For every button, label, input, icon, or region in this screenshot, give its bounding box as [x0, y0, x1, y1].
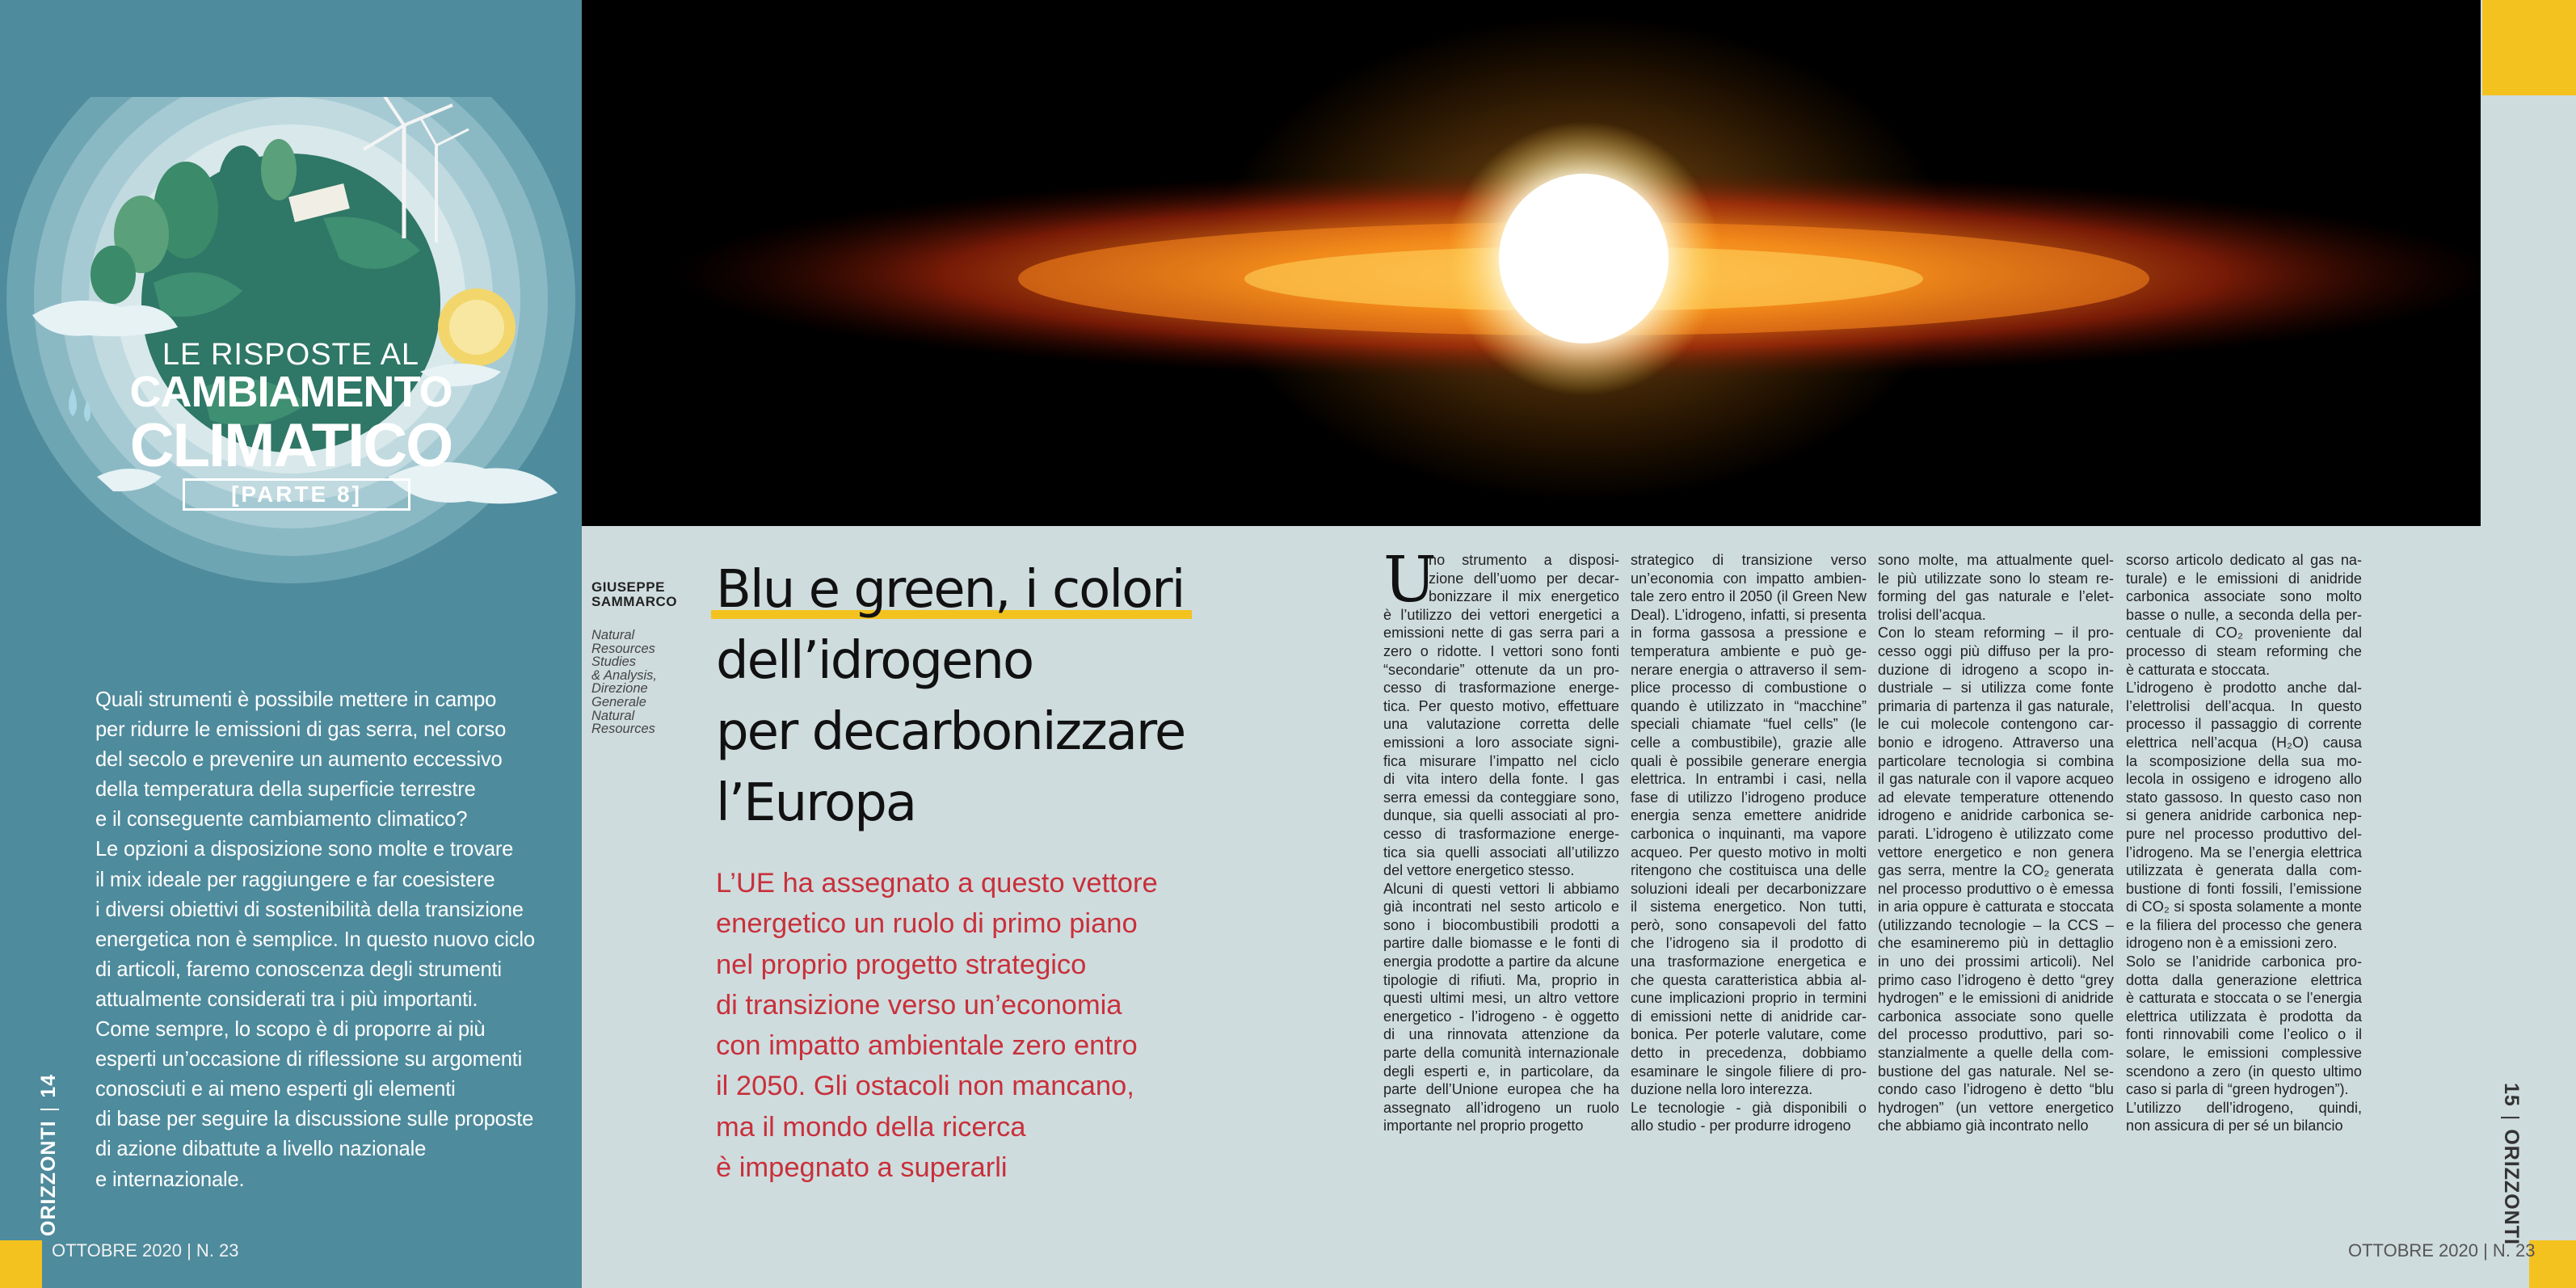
lead-line: di transizione verso un’economia	[716, 989, 1122, 1021]
body-line: condo caso l’idrogeno è detto “blu	[1878, 1081, 2114, 1098]
author-role-line: Resources	[591, 722, 655, 737]
body-line: processo di steam reforming che	[2126, 642, 2362, 659]
body-line: il sistema energetico. Non tutti,	[1631, 899, 1867, 915]
body-line: strategico di transizione verso	[1631, 552, 1867, 568]
title-line: dell’idrogeno	[716, 631, 1033, 691]
body-line: carbonica associate sono molto	[2126, 588, 2362, 605]
body-line: partire dalle biomasse e le fonti di	[1383, 935, 1619, 952]
body-line: emissioni a loro associate signi-	[1383, 734, 1619, 751]
intro-line: il mix ideale per raggiungere e far coesistere	[95, 868, 495, 891]
logo-line-3: CLIMATICO	[129, 411, 452, 480]
body-line: una trasformazione energetica e	[1631, 953, 1867, 970]
drop-cap: U	[1383, 544, 1437, 617]
body-line: è catturata e stoccata o se l’energia	[2126, 990, 2362, 1007]
body-line: assegnato all’idrogeno un ruolo	[1383, 1099, 1619, 1116]
body-line: nerare energia o attraverso il sem-	[1631, 661, 1867, 678]
body-line: fase di utilizzo l’idrogeno produce	[1631, 789, 1867, 806]
author-role-line: Resources	[591, 641, 655, 656]
intro-line: del secolo e prevenire un aumento eccessivo	[95, 748, 503, 772]
body-line: è catturata e stoccata.	[2126, 661, 2271, 678]
body-line: bonio e idrogeno. Attraverso una	[1878, 734, 2114, 751]
body-line: idrogeno e anidride carbonica se-	[1878, 807, 2114, 824]
folio-separator: |	[37, 1105, 60, 1113]
lead-line: è impegnato a superarli	[716, 1152, 1008, 1184]
folio-right	[2499, 1083, 2523, 1245]
body-line: cune implicazioni proprio in termini	[1631, 990, 1867, 1007]
body-line: speciali chiamate “fuel cells” (le	[1631, 716, 1867, 733]
logo-part-label: [PARTE 8]	[183, 478, 410, 511]
body-line: già incontrati nel sesto articolo e	[1383, 899, 1619, 915]
intro-line: Le opzioni a disposizione sono molte e trovare	[95, 838, 514, 861]
body-line: bonica. Per poterle valutare, come	[1631, 1026, 1867, 1043]
body-line: cesso di trasformazione energe-	[1383, 825, 1619, 842]
author-name-line: SAMMARCO	[591, 594, 677, 609]
body-line: solare, le emissioni complessive	[2126, 1045, 2362, 1062]
body-line: è l’utilizzo dei vettori energetici a	[1383, 606, 1619, 623]
body-line: energetico - l’idrogeno - è oggetto	[1383, 1008, 1619, 1025]
author-name	[591, 580, 677, 609]
body-line: dunque, sia quelli associati al pro-	[1383, 807, 1619, 824]
body-line: caso si parla di “green hydrogen”).	[2126, 1081, 2349, 1098]
logo-line-2: CAMBIAMENTO	[129, 368, 452, 416]
body-line: detto in precedenza, dobbiamo	[1631, 1045, 1867, 1062]
body-line: allo studio - per produrre idrogeno	[1631, 1118, 1851, 1134]
author-role-line: Generale	[591, 694, 646, 709]
issue-footer-left: OTTOBRE 2020 | N. 23	[52, 1240, 239, 1261]
body-line: emissioni nette di gas serra pari a	[1383, 625, 1619, 642]
body-line: primaria di partenza il gas naturale,	[1878, 697, 2114, 714]
hero-image-sun-horizon	[582, 0, 2481, 526]
body-line: vettore energetico e non genera	[1878, 844, 2114, 861]
body-line: però, sono consapevoli del fatto	[1631, 916, 1867, 933]
body-line: il gas naturale con il vapore acqueo	[1878, 771, 2114, 788]
body-line: degli esperti e, in particolare, da	[1383, 1063, 1619, 1080]
logo-line-1: LE RISPOSTE AL	[162, 338, 420, 372]
body-line: quando è utilizzato in “macchine”	[1631, 697, 1867, 714]
body-line: zero o ridotte. I vettori sono fonti	[1383, 642, 1619, 659]
intro-line: energetica non è semplice. In questo nuovo ciclo	[95, 928, 535, 951]
intro-line: di base per seguire la discussione sulle proposte	[95, 1108, 534, 1131]
body-column-4	[2126, 551, 2362, 1135]
body-line: Con lo steam reforming – il pro-	[1878, 625, 2114, 642]
title-line: Blu e green, i colori	[716, 560, 1185, 620]
intro-line: di azione dibattute a livello nazionale	[95, 1138, 427, 1161]
body-line: (utilizzando tecnologie – la CCS –	[1878, 916, 2114, 933]
yellow-corner-block	[2482, 0, 2576, 95]
intro-line: della temperatura della superficie terrestre	[95, 778, 476, 802]
intro-line: esperti un’occasione di riflessione su argomenti	[95, 1048, 523, 1071]
body-line: bustione di fonti fossili, l’emissione	[2126, 880, 2362, 897]
body-line: centuale di CO₂ proveniente dal	[2126, 625, 2362, 642]
body-line: processo il passaggio di corrente	[2126, 716, 2362, 733]
body-line: duzione nella loro interezza.	[1631, 1081, 1813, 1098]
lead-line: nel proprio progetto strategico	[716, 949, 1087, 980]
folio-section: ORIZZONTI	[2500, 1129, 2523, 1246]
body-line: zione dell’uomo per decar-	[1429, 570, 1619, 587]
body-line: esaminare le singole filiere di pro-	[1631, 1063, 1867, 1080]
body-line: non assicura di per sé un bilancio	[2126, 1118, 2343, 1134]
intro-line: conosciuti e ai meno esperti gli elementi	[95, 1078, 456, 1101]
body-line: L’idrogeno è prodotto anche dal-	[2126, 680, 2362, 697]
body-line: parati. L’idrogeno è utilizzato come	[1878, 825, 2114, 842]
author-role-line: Natural	[591, 708, 635, 723]
body-column-2	[1631, 551, 1867, 1135]
body-column-3	[1878, 551, 2114, 1135]
series-logo	[0, 97, 582, 663]
folio-page-number: 15	[2500, 1083, 2523, 1107]
body-line: forming del gas naturale e l’elet-	[1878, 588, 2114, 605]
author-name-line: GIUSEPPE	[591, 579, 665, 595]
body-line: turale) e le emissioni di anidride	[2126, 570, 2362, 587]
author-role-line: Direzione	[591, 681, 648, 697]
body-line: elettrica nell’acqua (H₂O) causa	[2126, 734, 2362, 751]
body-line: di emissioni nette di anidride car-	[1631, 1008, 1867, 1025]
body-line: plice processo di combustione o	[1631, 680, 1867, 697]
body-line: cesso oggi più diffuso per la pro-	[1878, 642, 2114, 659]
body-line: temperatura ambiente e può ge-	[1631, 642, 1867, 659]
author-role-line: Studies	[591, 655, 637, 670]
body-line: bonizzare il mix energetico	[1429, 588, 1619, 605]
body-line: che abbiamo già incontrato nello	[1878, 1118, 2089, 1134]
body-line: e la filiera del processo che genera	[2126, 916, 2362, 933]
body-line: quali è possibile generare energia	[1631, 752, 1867, 769]
body-line: hydrogen” (un vettore energetico	[1878, 1099, 2114, 1116]
body-line: tale zero entro il 2050 (il Green New	[1631, 588, 1867, 605]
article-lead	[716, 863, 1158, 1188]
body-line: Solo se l’anidride carbonica pro-	[2126, 953, 2362, 970]
body-line: tica sia quelli associati all’utilizzo	[1383, 844, 1619, 861]
folio-left	[37, 1074, 61, 1236]
body-line: pure nel processo produttivo del-	[2126, 825, 2362, 842]
body-line: questi ultimi mesi, un altro vettore	[1383, 990, 1619, 1007]
body-line: ad elevate temperature ottenendo	[1878, 789, 2114, 806]
author-role	[591, 629, 680, 736]
article-title	[716, 554, 1185, 839]
body-line: scendono a zero (in questo ultimo	[2126, 1063, 2362, 1080]
body-line: fonti rinnovabili come l’eolico o il	[2126, 1026, 2362, 1043]
body-line: ritengono che costituisca una delle	[1631, 862, 1867, 879]
body-line: una valutazione corretta delle	[1383, 716, 1619, 733]
title-line: per decarbonizzare	[716, 702, 1185, 762]
body-line: serra emessi da conteggiare sono,	[1383, 789, 1619, 806]
folio-page-number: 14	[37, 1073, 60, 1098]
body-line: tipologie di rifiuti. Ma, proprio in	[1383, 971, 1619, 988]
body-line: scorso articolo dedicato al gas na-	[2126, 552, 2362, 568]
yellow-corner-block	[2529, 1240, 2576, 1288]
body-line: soluzioni ideali per decarbonizzare	[1631, 880, 1867, 897]
intro-text	[95, 685, 572, 1195]
body-line: celle a combustibile), grazie alle	[1631, 734, 1867, 751]
body-line: le più utilizzate sono lo steam re-	[1878, 570, 2114, 587]
body-line: un’economia con impatto ambien-	[1631, 570, 1867, 587]
body-line: carbonica o inquinanti, ma vapore	[1631, 825, 1867, 842]
body-line: del vettore energetico stesso.	[1383, 862, 1575, 879]
body-line: stanzialmente a quelle della com-	[1878, 1045, 2114, 1062]
body-line: particolare tecnologia si combina	[1878, 752, 2114, 769]
intro-line: i diversi obiettivi di sostenibilità della transizione	[95, 898, 524, 921]
issue-footer-right: OTTOBRE 2020 | N. 23	[2348, 1240, 2536, 1261]
author-role-line: Natural	[591, 628, 635, 642]
body-line: “secondarie” ottenute da un pro-	[1383, 661, 1619, 678]
body-line: elettrica. In entrambi i casi, nella	[1631, 771, 1867, 788]
body-line: nel processo produttivo o è emessa	[1878, 880, 2114, 897]
body-line: parte dell’Unione europea che ha	[1383, 1081, 1619, 1098]
body-line: sono molte, ma attualmente quel-	[1878, 552, 2114, 568]
body-line: primo caso l’idrogeno è detto “grey	[1878, 971, 2114, 988]
intro-line: Quali strumenti è possibile mettere in campo	[95, 688, 497, 711]
yellow-corner-block	[0, 1240, 42, 1288]
body-line: che questa caratteristica abbia al-	[1631, 971, 1867, 988]
body-line: hydrogen” e le emissioni di anidride	[1878, 990, 2114, 1007]
body-line: idrogeno non è a emissioni zero.	[2126, 935, 2338, 952]
intro-line: Come sempre, lo scopo è di proporre ai più	[95, 1018, 486, 1042]
body-line: che esamineremo più in dettaglio	[1878, 935, 2114, 952]
body-line: sono i biocombustibili prodotti a	[1383, 916, 1619, 933]
body-line: gas serra, mentre la CO₂ generata	[1878, 862, 2114, 879]
intro-line: per ridurre le emissioni di gas serra, nel corso	[95, 718, 507, 742]
body-line: le cui molecole contengono car-	[1878, 716, 2114, 733]
body-line: Alcuni di questi vettori li abbiamo	[1383, 880, 1619, 897]
body-column-1	[1383, 544, 1619, 1135]
intro-line: e il conseguente cambiamento climatico?	[95, 808, 468, 831]
body-line: bustione del gas naturale. Nel se-	[1878, 1063, 2114, 1080]
body-line: carbonica associate sono quelle	[1878, 1008, 2114, 1025]
body-line: elettrica utilizzata è prodotta da	[2126, 1008, 2362, 1025]
body-line: in aria oppure è catturata e stoccata	[1878, 899, 2114, 915]
body-line: in forma gassosa a pressione e	[1631, 625, 1867, 642]
intro-line: attualmente considerati tra i più importanti.	[95, 987, 478, 1011]
body-line: Deal). L’idrogeno, infatti, si presenta	[1631, 606, 1867, 623]
body-line: stato gassoso. In questo caso non	[2126, 789, 2362, 806]
body-line: energia prodotte a partire da alcune	[1383, 953, 1619, 970]
body-line: importante nel proprio progetto	[1383, 1118, 1584, 1134]
body-line: la scomposizione della sua mo-	[2126, 752, 2362, 769]
body-line: dotta dalla generazione elettrica	[2126, 971, 2362, 988]
body-line: lecola in ossigeno e idrogeno allo	[2126, 771, 2362, 788]
intro-line: di articoli, faremo conoscenza degli strumenti	[95, 958, 502, 981]
body-line: tica. Per questo motivo, effettuare	[1383, 697, 1619, 714]
body-line: acqueo. Per questo motivo in molti	[1631, 844, 1867, 861]
lead-line: il 2050. Gli ostacoli non mancano,	[716, 1071, 1134, 1102]
lead-line: ma il mondo della ricerca	[716, 1111, 1026, 1143]
lead-line: con impatto ambientale zero entro	[716, 1030, 1138, 1062]
body-line: trolisi dell’acqua.	[1878, 606, 1986, 623]
body-line: di una rinnovata attenzione da	[1383, 1026, 1619, 1043]
folio-section: ORIZZONTI	[37, 1120, 60, 1236]
body-line: duzione di idrogeno a scopo in-	[1878, 661, 2114, 678]
body-line: energia senza emettere anidride	[1631, 807, 1867, 824]
body-line: basse o nulle, a seconda della per-	[2126, 606, 2362, 623]
body-line: dustriale – si utilizza come fonte	[1878, 680, 2114, 697]
lead-line: energetico un ruolo di primo piano	[716, 908, 1138, 940]
body-line: che l’idrogeno sia il prodotto di	[1631, 935, 1867, 952]
body-line: utilizzata è generata dalla com-	[2126, 862, 2362, 879]
body-line: fica misurare l’impatto nel ciclo	[1383, 752, 1619, 769]
body-line: di vita intero della fonte. I gas	[1383, 771, 1619, 788]
body-line: L’utilizzo dell’idrogeno, quindi,	[2126, 1099, 2362, 1116]
body-line: Le tecnologie - già disponibili o	[1631, 1099, 1867, 1116]
body-line: in uno dei prossimi articoli). Nel	[1878, 953, 2114, 970]
title-line: l’Europa	[716, 773, 916, 833]
body-line: di CO₂ si sposta solamente a monte	[2126, 899, 2362, 915]
intro-line: e internazionale.	[95, 1168, 245, 1191]
lead-line: L’UE ha assegnato a questo vettore	[716, 868, 1158, 899]
body-line: no strumento a disposi-	[1429, 552, 1619, 568]
author-role-line: & Analysis,	[591, 667, 658, 683]
body-line: del processo produttivo, pari so-	[1878, 1026, 2114, 1043]
body-line: cesso di trasformazione energe-	[1383, 680, 1619, 697]
body-line: parte della comunità internazionale	[1383, 1045, 1619, 1062]
body-line: l’elettrolisi dell’acqua. In questo	[2126, 697, 2362, 714]
body-line: l’idrogeno. Ma se l’energia elettrica	[2126, 844, 2362, 861]
body-line: si genera anidride carbonica nep-	[2126, 807, 2362, 824]
folio-separator: |	[2500, 1114, 2523, 1122]
